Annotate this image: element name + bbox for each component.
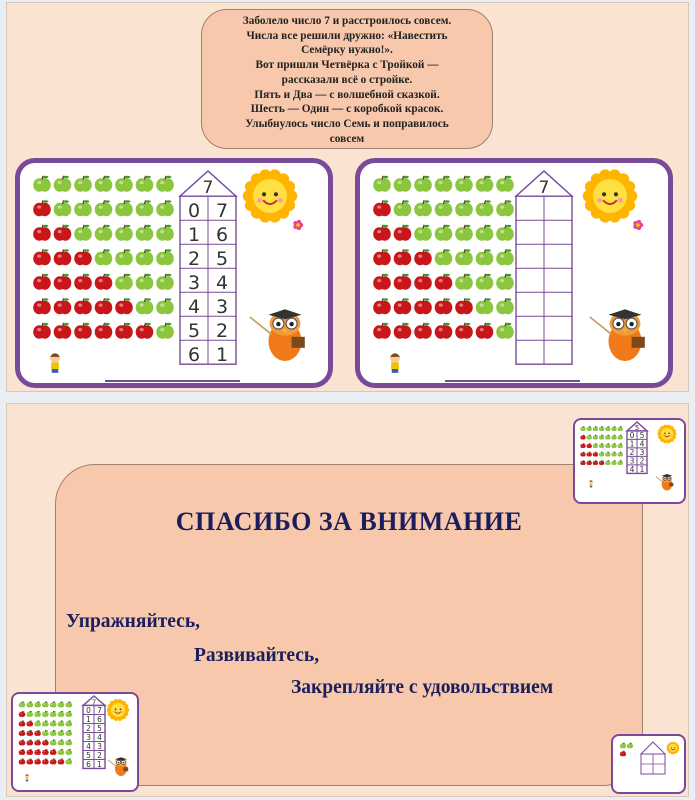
house-digit-right: 3 — [215, 295, 229, 318]
apple-icon — [115, 200, 133, 216]
apple-icon — [33, 323, 51, 339]
apple-icon — [587, 460, 592, 465]
apple-icon — [58, 740, 65, 746]
number-house-card-empty — [355, 158, 673, 388]
apple-icon — [74, 176, 92, 192]
apple-icon — [580, 460, 585, 465]
apple-icon — [42, 711, 49, 717]
sun-icon — [657, 425, 676, 444]
apple-icon — [476, 274, 494, 290]
apple-icon — [605, 452, 610, 457]
apple-icon — [136, 200, 154, 216]
apple-icon — [115, 323, 133, 339]
apple-icon — [19, 702, 26, 708]
apple-icon — [580, 443, 585, 448]
house-digit-left: 1 — [86, 715, 91, 725]
house-digit-right: 2 — [639, 456, 645, 466]
apple-icon — [34, 721, 41, 727]
apple-icon — [66, 702, 73, 708]
number-house-icon — [641, 742, 665, 774]
apple-icon — [33, 176, 51, 192]
apple-icon — [27, 730, 34, 736]
apple-icon — [136, 225, 154, 241]
apple-icon — [599, 452, 604, 457]
apple-icon — [66, 711, 73, 717]
apple-icon — [156, 176, 174, 192]
apple-icon — [27, 711, 34, 717]
apple-icon — [496, 200, 514, 216]
thanks-title: СПАСИБО ЗА ВНИМАНИЕ — [175, 507, 523, 536]
owl-teacher-icon — [108, 757, 128, 776]
number-house-icon — [83, 696, 105, 769]
apple-icon — [605, 426, 610, 431]
apple-icon — [455, 249, 473, 265]
apple-icon — [605, 443, 610, 448]
house-digit-left: 6 — [187, 343, 201, 366]
apple-icon — [136, 298, 154, 314]
apple-icon — [394, 200, 412, 216]
poem-box — [201, 9, 493, 149]
house-digit-right: 5 — [97, 724, 102, 734]
poem-line: Семёрку нужно!». — [301, 44, 393, 57]
apple-icon — [33, 249, 51, 265]
poem-line: Заболело число 7 и расстроилось совсем. — [242, 15, 452, 27]
apple-icon — [435, 323, 453, 339]
apple-icon — [95, 323, 113, 339]
house-number: 7 — [202, 178, 214, 199]
apple-icon — [496, 225, 514, 241]
house-digit-left: 1 — [629, 439, 635, 449]
number-house-icon — [516, 171, 572, 364]
house-digit-left: 4 — [629, 465, 635, 475]
apple-icon — [42, 749, 49, 755]
house-digit-right: 2 — [215, 319, 229, 342]
apple-icon — [496, 274, 514, 290]
poem-line: Шесть — Один — с коробкой красок. — [250, 103, 444, 116]
house-digit-left: 0 — [629, 431, 635, 441]
house-digit-left: 5 — [187, 319, 201, 342]
apple-icon — [476, 249, 494, 265]
flower-icon — [293, 220, 303, 230]
apple-icon — [455, 200, 473, 216]
apple-icon — [34, 702, 41, 708]
house-digit-left: 2 — [86, 724, 91, 734]
apple-icon — [66, 740, 73, 746]
apple-icon — [74, 298, 92, 314]
apple-icon — [496, 249, 514, 265]
apple-icon — [19, 730, 26, 736]
slide-1 — [6, 2, 689, 392]
apple-icon — [95, 200, 113, 216]
apple-icon — [611, 452, 616, 457]
house-digit-left: 4 — [86, 742, 91, 752]
apple-icon — [27, 702, 34, 708]
apple-icon — [19, 749, 26, 755]
apple-icon — [580, 452, 585, 457]
owl-teacher-icon — [250, 309, 305, 361]
apple-icon — [455, 298, 473, 314]
apple-icon — [496, 323, 514, 339]
apple-icon — [95, 249, 113, 265]
apple-icon — [58, 702, 65, 708]
number-house-icon — [627, 422, 647, 474]
apple-icon — [136, 274, 154, 290]
apple-icon — [50, 730, 57, 736]
apple-icon — [476, 200, 494, 216]
apple-icon — [58, 730, 65, 736]
poem-line: Вот пришли Четвёрка с Тройкой — — [255, 59, 439, 72]
sun-icon — [667, 742, 680, 755]
house-digit-right: 1 — [639, 465, 645, 475]
house-digit-left: 4 — [187, 295, 201, 318]
apple-icon — [136, 323, 154, 339]
apple-icon — [611, 426, 616, 431]
poem-line: рассказали всё о стройке. — [281, 73, 413, 86]
apple-icon — [414, 249, 432, 265]
apple-icon — [34, 740, 41, 746]
apple-icon — [156, 225, 174, 241]
house-digit-left: 2 — [629, 448, 635, 458]
apple-icon — [455, 225, 473, 241]
apple-icon — [627, 743, 633, 749]
house-digit-left: 1 — [187, 223, 201, 246]
apple-icon — [435, 298, 453, 314]
apple-icon — [593, 435, 598, 440]
apple-icon — [414, 200, 432, 216]
apple-icon — [394, 225, 412, 241]
apple-icon — [414, 225, 432, 241]
apple-icon — [394, 323, 412, 339]
apple-icon — [414, 298, 432, 314]
house-digit-right: 4 — [97, 733, 102, 743]
apple-icon — [42, 721, 49, 727]
apple-icon — [496, 298, 514, 314]
house-digit-right: 7 — [97, 706, 102, 716]
house-digit-right: 5 — [639, 431, 645, 441]
house-digit-left: 0 — [86, 706, 91, 716]
house-digit-right: 5 — [215, 247, 229, 270]
poem-line: Пять и Два — с волшебной сказкой. — [254, 88, 440, 101]
apple-icon — [476, 176, 494, 192]
apple-icon — [42, 759, 49, 765]
apple-icon — [34, 759, 41, 765]
apple-icon — [605, 435, 610, 440]
apple-icon — [156, 249, 174, 265]
apple-icon — [476, 225, 494, 241]
apple-icon — [587, 435, 592, 440]
apple-icon — [19, 740, 26, 746]
apple-icon — [58, 721, 65, 727]
apple-icon — [414, 323, 432, 339]
apple-icon — [33, 225, 51, 241]
thumbnail-illustration — [13, 694, 137, 790]
house-digit-left: 6 — [86, 760, 91, 770]
apple-icon — [54, 249, 72, 265]
card-illustration — [360, 163, 668, 383]
owl-teacher-icon — [656, 474, 674, 490]
thumbnail-number-house-7 — [11, 692, 139, 792]
apple-icon — [599, 435, 604, 440]
house-digit-right: 1 — [215, 343, 229, 366]
poem-line: совсем — [329, 132, 365, 145]
sun-icon — [583, 169, 637, 222]
apple-icon — [618, 435, 623, 440]
apple-icon — [27, 759, 34, 765]
apple-icon — [136, 249, 154, 265]
apple-icon — [373, 249, 391, 265]
motto-line-3: Закрепляйте с удовольствием — [291, 677, 554, 698]
apple-icon — [115, 274, 133, 290]
thumbnail-small-house — [611, 734, 686, 794]
apple-icon — [476, 323, 494, 339]
apple-icon — [587, 426, 592, 431]
apple-icon — [593, 443, 598, 448]
sun-icon — [107, 699, 129, 721]
apple-icon — [373, 274, 391, 290]
apple-icon — [34, 730, 41, 736]
house-digit-right: 3 — [97, 742, 102, 752]
house-number: 7 — [91, 698, 97, 707]
apple-icon — [66, 721, 73, 727]
apple-icon — [50, 721, 57, 727]
apple-icon — [50, 749, 57, 755]
apple-icon — [42, 740, 49, 746]
apple-icon — [95, 225, 113, 241]
apple-icon — [115, 249, 133, 265]
apple-icon — [620, 743, 626, 749]
apple-icon — [58, 749, 65, 755]
apple-icon — [476, 298, 494, 314]
apple-icon — [42, 730, 49, 736]
apple-icon — [611, 443, 616, 448]
poem-line: Улыбнулось число Семь и поправилось — [245, 117, 449, 130]
apple-icon — [54, 298, 72, 314]
apple-icon — [74, 200, 92, 216]
apple-icon — [580, 426, 585, 431]
apple-icon — [605, 460, 610, 465]
apple-icon — [54, 176, 72, 192]
apple-icon — [50, 740, 57, 746]
apple-icon — [373, 298, 391, 314]
apple-icon — [455, 176, 473, 192]
house-digit-right: 7 — [215, 199, 229, 222]
apple-icon — [593, 452, 598, 457]
apple-icon — [611, 435, 616, 440]
house-digit-left: 3 — [187, 271, 201, 294]
child-icon — [50, 353, 60, 373]
house-digit-right: 2 — [97, 751, 102, 761]
apple-icon — [620, 751, 626, 757]
house-number: 5 — [634, 423, 640, 432]
apple-icon — [618, 443, 623, 448]
apple-icon — [593, 460, 598, 465]
apple-icon — [373, 323, 391, 339]
house-digit-right: 3 — [639, 448, 645, 458]
card-illustration — [20, 163, 328, 383]
apple-icon — [42, 702, 49, 708]
apple-icon — [414, 274, 432, 290]
apple-icon — [19, 721, 26, 727]
child-icon — [589, 480, 593, 487]
apple-icon — [611, 460, 616, 465]
child-icon — [390, 353, 400, 373]
apple-icon — [593, 426, 598, 431]
sun-icon — [243, 169, 297, 222]
house-digit-left: 2 — [187, 247, 201, 270]
apple-icon — [19, 759, 26, 765]
house-digit-right: 6 — [215, 223, 229, 246]
thanks-box — [55, 464, 643, 786]
apple-icon — [156, 200, 174, 216]
apple-icon — [394, 298, 412, 314]
apple-icon — [74, 225, 92, 241]
apple-icon — [599, 426, 604, 431]
apple-icon — [58, 759, 65, 765]
apple-icon — [587, 443, 592, 448]
apple-icon — [27, 749, 34, 755]
apple-icon — [66, 759, 73, 765]
apple-icon — [34, 711, 41, 717]
thumbnail-illustration — [575, 420, 684, 502]
number-house-icon — [180, 171, 236, 366]
house-digit-left: 3 — [629, 456, 635, 466]
apple-icon — [156, 298, 174, 314]
apple-icon — [455, 274, 473, 290]
apple-icon — [95, 176, 113, 192]
apple-icon — [414, 176, 432, 192]
apple-icon — [587, 452, 592, 457]
apple-icon — [54, 323, 72, 339]
apple-icon — [618, 460, 623, 465]
apple-icon — [115, 225, 133, 241]
apple-icon — [435, 225, 453, 241]
apple-icon — [27, 740, 34, 746]
apple-icon — [50, 702, 57, 708]
apple-icon — [394, 249, 412, 265]
apple-icon — [435, 274, 453, 290]
apple-icon — [580, 435, 585, 440]
apple-icon — [66, 730, 73, 736]
owl-teacher-icon — [590, 309, 645, 361]
apple-icon — [74, 249, 92, 265]
house-digit-right: 4 — [215, 271, 229, 294]
apple-icon — [455, 323, 473, 339]
flower-icon — [633, 220, 643, 230]
apple-icon — [156, 323, 174, 339]
apple-icon — [394, 176, 412, 192]
apple-icon — [373, 200, 391, 216]
thumbnail-illustration — [613, 736, 684, 792]
apple-icon — [599, 443, 604, 448]
apple-icon — [33, 200, 51, 216]
apple-icon — [19, 711, 26, 717]
apple-icon — [435, 176, 453, 192]
apple-icon — [34, 749, 41, 755]
thumbnail-number-house-5 — [573, 418, 686, 504]
house-digit-left: 0 — [187, 199, 201, 222]
motto-line-1: Упражняйтесь, — [66, 611, 201, 632]
apple-icon — [115, 176, 133, 192]
apple-icon — [33, 298, 51, 314]
apple-icon — [66, 749, 73, 755]
apple-icon — [74, 274, 92, 290]
apple-icon — [27, 721, 34, 727]
apple-icon — [115, 298, 133, 314]
apple-icon — [394, 274, 412, 290]
house-digit-right: 1 — [97, 760, 102, 770]
slide-2 — [6, 403, 689, 797]
number-house-card-filled — [15, 158, 333, 388]
apple-icon — [54, 274, 72, 290]
house-number: 7 — [538, 178, 550, 199]
apple-icon — [156, 274, 174, 290]
child-icon — [25, 774, 29, 781]
apple-icon — [74, 323, 92, 339]
apple-icon — [50, 759, 57, 765]
apple-icon — [54, 200, 72, 216]
apple-icon — [54, 225, 72, 241]
apple-icon — [496, 176, 514, 192]
apple-icon — [95, 274, 113, 290]
apple-icon — [95, 298, 113, 314]
apple-icon — [136, 176, 154, 192]
apple-icon — [373, 176, 391, 192]
apple-icon — [435, 200, 453, 216]
apple-icon — [33, 274, 51, 290]
apple-icon — [58, 711, 65, 717]
apple-icon — [618, 426, 623, 431]
apple-icon — [50, 711, 57, 717]
house-digit-right: 4 — [639, 439, 645, 449]
poem-line: Числа все решили дружно: «Навестить — [246, 29, 448, 42]
apple-icon — [435, 249, 453, 265]
house-digit-right: 6 — [97, 715, 102, 725]
motto-line-2: Развивайтесь, — [194, 645, 320, 666]
apple-icon — [618, 452, 623, 457]
house-digit-left: 3 — [86, 733, 91, 743]
apple-icon — [373, 225, 391, 241]
apple-icon — [599, 460, 604, 465]
house-digit-left: 5 — [86, 751, 91, 761]
